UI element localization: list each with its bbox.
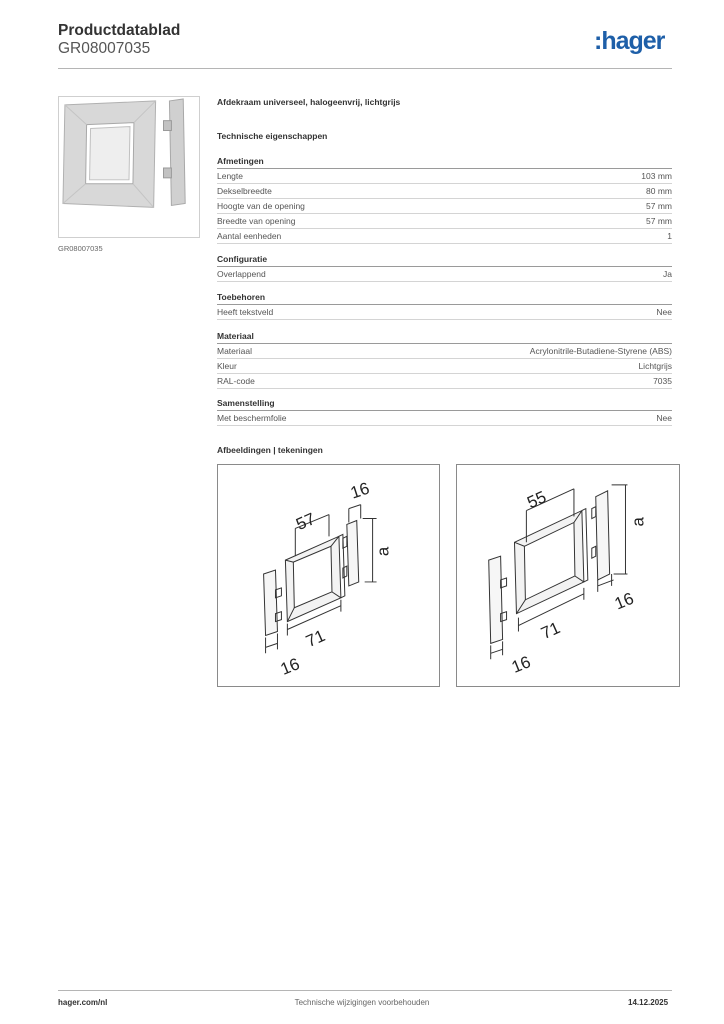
spec-value: Lichtgrijs xyxy=(638,361,672,371)
section-title: Samenstelling xyxy=(217,397,672,411)
drawing2-dim-16-left: 16 xyxy=(508,652,534,677)
section-title: Afmetingen xyxy=(217,155,672,169)
tech-heading: Technische eigenschappen xyxy=(217,131,328,141)
drawing1-dim-57: 57 xyxy=(293,509,318,535)
spec-label: Materiaal xyxy=(217,346,252,356)
spec-value: 80 mm xyxy=(646,186,672,196)
drawing1-dim-a: a xyxy=(373,546,393,557)
spec-label: Dekselbreedte xyxy=(217,186,272,196)
spec-value: Nee xyxy=(656,307,672,317)
section-title: Configuratie xyxy=(217,253,672,267)
spec-label: Lengte xyxy=(217,171,243,181)
spec-row xyxy=(217,169,672,184)
spec-row xyxy=(217,411,672,426)
spec-row xyxy=(217,199,672,214)
drawing2-dim-a: a xyxy=(628,517,648,527)
footer-date: 14.12.2025 xyxy=(628,998,669,1007)
spec-row xyxy=(217,214,672,229)
page-title: Productdatablad xyxy=(58,22,181,39)
spec-row xyxy=(217,344,672,359)
spec-label: Heeft tekstveld xyxy=(217,307,274,317)
section-title: Materiaal xyxy=(217,330,672,344)
section-configuratie xyxy=(217,253,672,282)
spec-row xyxy=(217,374,672,389)
spec-label: Aantal eenheden xyxy=(217,231,282,241)
footer-website: hager.com/nl xyxy=(58,998,108,1007)
spec-value: 1 xyxy=(667,231,672,241)
drawing1-dim-16-top: 16 xyxy=(348,478,372,503)
spec-value: Acrylonitrile-Butadiene-Styrene (ABS) xyxy=(529,346,672,356)
spec-value: 57 mm xyxy=(646,201,672,211)
spec-row xyxy=(217,305,672,320)
spec-label: Overlappend xyxy=(217,269,266,279)
drawing2-dim-55: 55 xyxy=(524,487,550,513)
technical-drawing-1 xyxy=(217,464,440,687)
section-materiaal xyxy=(217,330,672,389)
section-afmetingen xyxy=(217,155,672,244)
section-samenstelling xyxy=(217,397,672,426)
spec-label: Hoogte van de opening xyxy=(217,201,305,211)
drawing1-dim-16-bottom: 16 xyxy=(277,654,303,679)
spec-row xyxy=(217,359,672,374)
section-toebehoren xyxy=(217,291,672,320)
section-title: Toebehoren xyxy=(217,291,672,305)
footer-divider xyxy=(58,990,672,991)
drawing2-dim-16-right: 16 xyxy=(611,588,637,614)
spec-label: Kleur xyxy=(217,361,237,371)
spec-value: 57 mm xyxy=(646,216,672,226)
spec-value: Nee xyxy=(656,413,672,423)
images-heading: Afbeeldingen | tekeningen xyxy=(217,445,323,455)
product-code: GR08007035 xyxy=(58,40,151,57)
header-divider xyxy=(58,68,672,69)
image-caption: GR08007035 xyxy=(58,244,103,253)
spec-row xyxy=(217,267,672,282)
drawing1-dim-71: 71 xyxy=(303,626,328,652)
product-image xyxy=(58,96,200,238)
product-description: Afdekraam universeel, halogeenvrij, lichtgrijs xyxy=(217,97,401,107)
spec-value: Ja xyxy=(663,269,672,279)
spec-row xyxy=(217,184,672,199)
spec-value: 103 mm xyxy=(641,171,672,181)
spec-label: Breedte van opening xyxy=(217,216,296,226)
spec-label: Met beschermfolie xyxy=(217,413,287,423)
footer-disclaimer: Technische wijzigingen voorbehouden xyxy=(294,998,430,1007)
spec-row xyxy=(217,229,672,244)
drawing2-dim-71: 71 xyxy=(538,618,563,644)
technical-drawing-2 xyxy=(456,464,680,687)
spec-value: 7035 xyxy=(653,376,672,386)
spec-label: RAL-code xyxy=(217,376,255,386)
hager-logo: :hager xyxy=(594,27,665,55)
